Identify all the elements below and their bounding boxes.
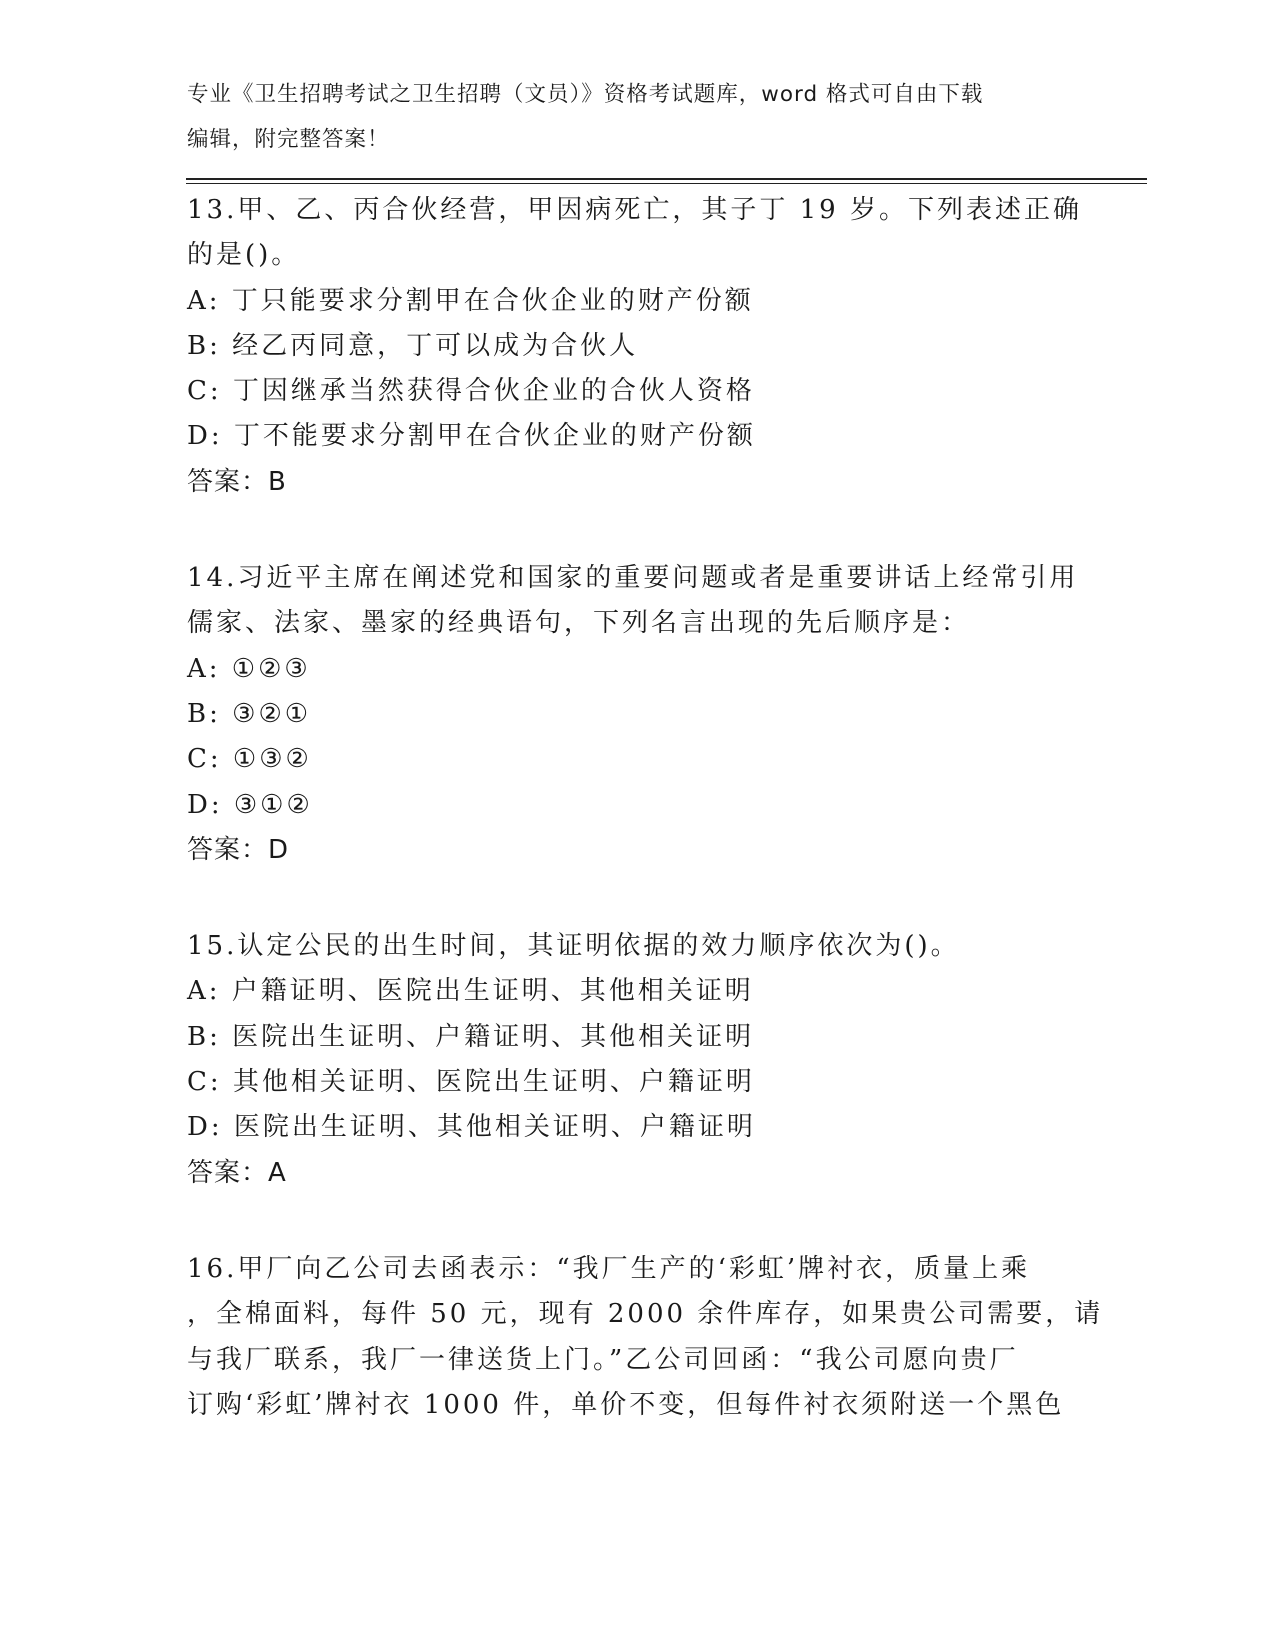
option-a: A: ①②③ xyxy=(187,653,311,684)
option-c: C: 其他相关证明、医院出生证明、户籍证明 xyxy=(187,1067,755,1098)
header-divider-thick xyxy=(186,178,1147,180)
question-stem: 与我厂联系，我厂一律送货上门。”乙公司回函：“我公司愿向贵厂 xyxy=(187,1344,1019,1375)
option-b: B: ③②① xyxy=(187,698,312,729)
answer: 答案：B xyxy=(187,466,287,497)
question-stem: 订购‘彩虹’牌衬衣 1000 件，单价不变，但每件衬衣须附送一个黑色 xyxy=(187,1389,1065,1420)
question-stem: 儒家、法家、墨家的经典语句，下列名言出现的先后顺序是： xyxy=(187,608,971,639)
header-line: 专业《卫生招聘考试之卫生招聘（文员）》资格考试题库，word 格式可自由下载 xyxy=(187,82,984,107)
question-stem: ，全棉面料，每件 50 元，现有 2000 余件库存，如果贵公司需要，请 xyxy=(187,1299,1104,1330)
question-13 xyxy=(187,188,1087,505)
question-14 xyxy=(187,556,1087,873)
question-stem: 的是()。 xyxy=(187,240,301,271)
question-stem: 14.习近平主席在阐述党和国家的重要问题或者是重要讲话上经常引用 xyxy=(187,563,1079,594)
option-a: A: 丁只能要求分割甲在合伙企业的财产份额 xyxy=(187,285,754,316)
option-c: C: 丁因继承当然获得合伙企业的合伙人资格 xyxy=(187,376,755,407)
option-d: D: ③①② xyxy=(187,789,313,820)
option-d: D: 丁不能要求分割甲在合伙企业的财产份额 xyxy=(187,421,756,452)
header-divider-thin xyxy=(186,183,1147,184)
question-15 xyxy=(187,924,1087,1196)
option-a: A: 户籍证明、医院出生证明、其他相关证明 xyxy=(187,976,754,1007)
header-line: 编辑，附完整答案！ xyxy=(187,127,390,153)
document-header xyxy=(187,72,1067,163)
option-b: B: 经乙丙同意，丁可以成为合伙人 xyxy=(187,330,639,361)
option-b: B: 医院出生证明、户籍证明、其他相关证明 xyxy=(187,1021,755,1052)
option-d: D: 医院出生证明、其他相关证明、户籍证明 xyxy=(187,1112,756,1143)
question-16 xyxy=(187,1247,1104,1428)
question-list xyxy=(187,188,1104,1428)
answer: 答案：D xyxy=(187,834,290,865)
question-stem: 13.甲、乙、丙合伙经营，甲因病死亡，其子丁 19 岁。下列表述正确 xyxy=(187,195,1082,225)
answer: 答案：A xyxy=(187,1157,287,1188)
question-stem: 16.甲厂向乙公司去函表示：“我厂生产的‘彩虹’牌衬衣，质量上乘 xyxy=(187,1253,1031,1284)
question-stem: 15.认定公民的出生时间，其证明依据的效力顺序依次为()。 xyxy=(187,931,960,962)
option-c: C: ①③② xyxy=(187,744,312,775)
